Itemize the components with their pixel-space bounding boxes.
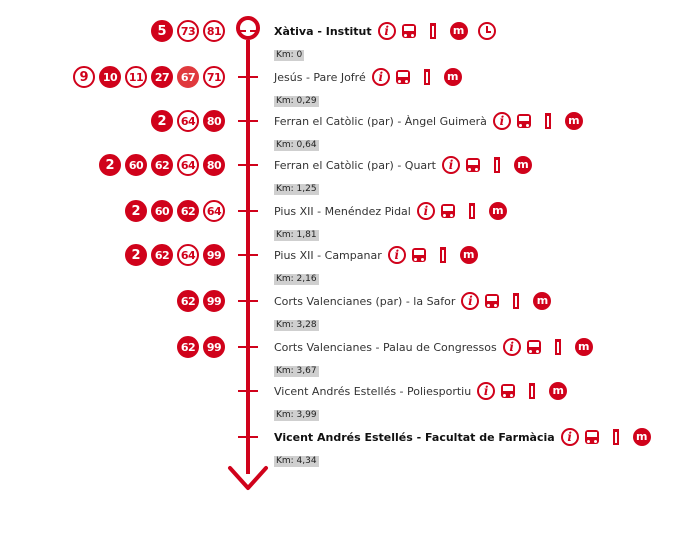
line-badge[interactable]: 62 bbox=[177, 200, 199, 222]
line-badge[interactable]: 2 bbox=[125, 200, 147, 222]
stop-header bbox=[274, 380, 577, 402]
bus-icon bbox=[501, 384, 515, 398]
stop-header bbox=[274, 336, 603, 358]
info-icon[interactable]: i bbox=[417, 202, 435, 220]
stop-info bbox=[274, 290, 561, 331]
line-badge[interactable]: 67 bbox=[177, 66, 199, 88]
bus-lines bbox=[177, 336, 225, 358]
stop-header bbox=[274, 66, 472, 88]
line-badge[interactable]: 9 bbox=[73, 66, 95, 88]
stop-name[interactable]: Corts Valencianes (par) - la Safor bbox=[274, 294, 456, 308]
stop-info bbox=[274, 154, 542, 195]
stop-name[interactable]: Xàtiva - Institut bbox=[274, 24, 372, 38]
post-icon bbox=[469, 203, 475, 219]
clock-icon[interactable] bbox=[478, 22, 496, 40]
metro-icon: m bbox=[514, 156, 532, 174]
stop-tick-left bbox=[238, 346, 246, 348]
stop-item[interactable] bbox=[0, 154, 695, 194]
stop-tick-left bbox=[238, 164, 246, 166]
bus-lines bbox=[73, 66, 225, 88]
line-badge[interactable]: 71 bbox=[203, 66, 225, 88]
stop-item[interactable] bbox=[0, 336, 695, 376]
info-icon[interactable]: i bbox=[477, 382, 495, 400]
bus-lines bbox=[177, 290, 225, 312]
line-badge[interactable]: 64 bbox=[177, 244, 199, 266]
stop-tick-left bbox=[238, 210, 246, 212]
line-badge[interactable]: 64 bbox=[177, 110, 199, 132]
route-end-arrow bbox=[226, 462, 270, 496]
stop-info bbox=[274, 200, 517, 241]
stop-item[interactable] bbox=[0, 20, 695, 60]
line-badge[interactable]: 27 bbox=[151, 66, 173, 88]
stop-name[interactable]: Vicent Andrés Estellés - Facultat de Farmàcia bbox=[274, 430, 555, 444]
post-icon bbox=[494, 157, 500, 173]
stop-info bbox=[274, 66, 472, 107]
bus-icon bbox=[396, 70, 410, 84]
metro-icon: m bbox=[460, 246, 478, 264]
bus-icon bbox=[585, 430, 599, 444]
line-badge[interactable]: 99 bbox=[203, 336, 225, 358]
stop-tick-right bbox=[250, 164, 258, 166]
bus-icon bbox=[441, 204, 455, 218]
stop-info bbox=[274, 244, 488, 285]
stop-item[interactable] bbox=[0, 110, 695, 150]
stop-info bbox=[274, 336, 603, 377]
stop-header bbox=[274, 244, 488, 266]
stop-header bbox=[274, 154, 542, 176]
line-badge[interactable]: 60 bbox=[125, 154, 147, 176]
metro-icon: m bbox=[444, 68, 462, 86]
stop-item[interactable] bbox=[0, 66, 695, 106]
info-icon[interactable]: i bbox=[442, 156, 460, 174]
stop-tick-right bbox=[250, 254, 258, 256]
stop-header bbox=[274, 426, 661, 448]
stop-name[interactable]: Ferran el Catòlic (par) - Quart bbox=[274, 158, 436, 172]
post-icon bbox=[613, 429, 619, 445]
metro-icon: m bbox=[565, 112, 583, 130]
stop-name[interactable]: Jesús - Pare Jofré bbox=[274, 70, 366, 84]
info-icon[interactable]: i bbox=[503, 338, 521, 356]
bus-lines bbox=[151, 110, 225, 132]
bus-icon bbox=[466, 158, 480, 172]
stop-tick-left bbox=[238, 300, 246, 302]
stop-name[interactable]: Vicent Andrés Estellés - Poliesportiu bbox=[274, 384, 472, 398]
line-badge[interactable]: 11 bbox=[125, 66, 147, 88]
line-badge[interactable]: 2 bbox=[99, 154, 121, 176]
stop-tick-left bbox=[238, 120, 246, 122]
stop-info bbox=[274, 426, 661, 467]
stop-km: Km: 0,64 bbox=[276, 140, 317, 150]
post-icon bbox=[430, 23, 436, 39]
stop-km: Km: 4,34 bbox=[276, 456, 317, 466]
stop-header bbox=[274, 110, 593, 132]
metro-icon: m bbox=[450, 22, 468, 40]
bus-lines bbox=[125, 244, 225, 266]
line-badge[interactable]: 62 bbox=[151, 244, 173, 266]
stop-tick-right bbox=[250, 436, 258, 438]
bus-lines bbox=[125, 200, 225, 222]
line-badge[interactable]: 99 bbox=[203, 244, 225, 266]
stop-km: Km: 3,67 bbox=[276, 366, 317, 376]
bus-icon bbox=[517, 114, 531, 128]
info-icon[interactable]: i bbox=[372, 68, 390, 86]
bus-icon bbox=[527, 340, 541, 354]
stop-item[interactable] bbox=[0, 200, 695, 240]
metro-icon: m bbox=[633, 428, 651, 446]
stop-item[interactable] bbox=[0, 380, 695, 420]
stop-name[interactable]: Pius XII - Menéndez Pidal bbox=[274, 204, 411, 218]
line-badge[interactable]: 62 bbox=[151, 154, 173, 176]
line-badge[interactable]: 62 bbox=[177, 290, 199, 312]
bus-lines bbox=[99, 154, 225, 176]
line-badge[interactable]: 99 bbox=[203, 290, 225, 312]
stop-item[interactable] bbox=[0, 290, 695, 330]
bus-icon bbox=[402, 24, 416, 38]
stop-name[interactable]: Corts Valencianes - Palau de Congressos bbox=[274, 340, 497, 354]
line-badge[interactable]: 80 bbox=[203, 110, 225, 132]
metro-icon: m bbox=[489, 202, 507, 220]
info-icon[interactable]: i bbox=[493, 112, 511, 130]
stop-tick-right bbox=[250, 210, 258, 212]
metro-icon: m bbox=[549, 382, 567, 400]
stop-km: Km: 1,81 bbox=[276, 230, 317, 240]
line-badge[interactable]: 10 bbox=[99, 66, 121, 88]
line-badge[interactable]: 60 bbox=[151, 200, 173, 222]
stop-tick-left bbox=[238, 254, 246, 256]
line-badge[interactable]: 62 bbox=[177, 336, 199, 358]
stop-km: Km: 2,16 bbox=[276, 274, 317, 284]
metro-icon: m bbox=[533, 292, 551, 310]
info-icon[interactable]: i bbox=[461, 292, 479, 310]
line-badge[interactable]: 80 bbox=[203, 154, 225, 176]
line-badge[interactable]: 64 bbox=[203, 200, 225, 222]
stop-tick-right bbox=[250, 300, 258, 302]
stop-header bbox=[274, 290, 561, 312]
post-icon bbox=[529, 383, 535, 399]
bus-icon bbox=[485, 294, 499, 308]
stop-tick-left bbox=[238, 76, 246, 78]
line-badge[interactable]: 5 bbox=[151, 20, 173, 42]
stop-tick-left bbox=[238, 436, 246, 438]
stop-name[interactable]: Ferran el Catòlic (par) - Àngel Guimerà bbox=[274, 114, 487, 128]
info-icon[interactable]: i bbox=[388, 246, 406, 264]
post-icon bbox=[440, 247, 446, 263]
post-icon bbox=[555, 339, 561, 355]
stop-km: Km: 0,29 bbox=[276, 96, 317, 106]
stop-tick-right bbox=[250, 120, 258, 122]
metro-icon: m bbox=[575, 338, 593, 356]
stop-tick-right bbox=[250, 390, 258, 392]
stop-item[interactable] bbox=[0, 426, 695, 466]
stop-info bbox=[274, 110, 593, 151]
stop-tick-right bbox=[250, 346, 258, 348]
line-badge[interactable]: 2 bbox=[125, 244, 147, 266]
stop-tick-left bbox=[238, 390, 246, 392]
stop-km: Km: 1,25 bbox=[276, 184, 317, 194]
line-badge[interactable]: 64 bbox=[177, 154, 199, 176]
info-icon[interactable]: i bbox=[378, 22, 396, 40]
bus-lines bbox=[151, 20, 225, 42]
line-badge[interactable]: 81 bbox=[203, 20, 225, 42]
line-badge[interactable]: 73 bbox=[177, 20, 199, 42]
stop-header bbox=[274, 200, 517, 222]
stop-km: Km: 3,99 bbox=[276, 410, 317, 420]
stop-km: Km: 3,28 bbox=[276, 320, 317, 330]
stop-info bbox=[274, 20, 508, 61]
bus-icon bbox=[412, 248, 426, 262]
info-icon[interactable]: i bbox=[561, 428, 579, 446]
post-icon bbox=[545, 113, 551, 129]
stop-tick-right bbox=[250, 76, 258, 78]
line-badge[interactable]: 2 bbox=[151, 110, 173, 132]
stop-tick-right bbox=[250, 30, 258, 32]
stop-tick-left bbox=[238, 30, 246, 32]
stop-name[interactable]: Pius XII - Campanar bbox=[274, 248, 382, 262]
stop-header bbox=[274, 20, 508, 42]
stop-km: Km: 0 bbox=[276, 50, 303, 60]
stop-item[interactable] bbox=[0, 244, 695, 284]
stop-info bbox=[274, 380, 577, 421]
post-icon bbox=[424, 69, 430, 85]
post-icon bbox=[513, 293, 519, 309]
